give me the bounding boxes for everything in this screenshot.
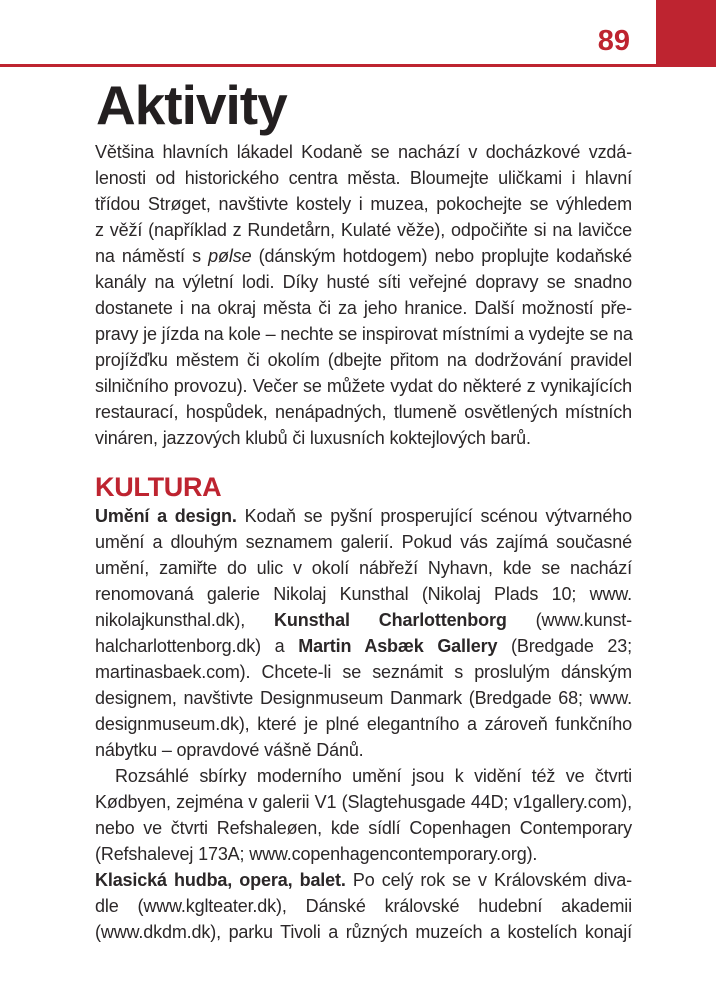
text-segment: lenosti od historického centra města. Bloumejte uličkami i hlavní — [95, 168, 632, 188]
page-number: 89 — [597, 25, 630, 57]
text-segment: (www.kunst- — [506, 610, 633, 630]
header-rule — [0, 64, 716, 67]
text-line — [95, 165, 632, 191]
text-line — [95, 269, 632, 295]
page-title: Aktivity — [96, 74, 287, 136]
text-line — [95, 373, 632, 399]
text-line — [95, 841, 632, 867]
paragraph — [95, 139, 632, 451]
text-line — [95, 217, 632, 243]
text-line — [95, 503, 632, 529]
text-segment: třídou Strøget, navštivte kostely i muzea, pokochejte se výhledem — [95, 194, 632, 214]
text-segment: nebo ve čtvrti Refshaleøen, kde sídlí Copenhagen Contemporary — [95, 818, 632, 838]
italic-text: pølse — [208, 246, 252, 266]
text-segment: dostanete i na okraj města či za jeho hranice. Další možností pře- — [95, 298, 632, 318]
text-line — [95, 815, 632, 841]
text-segment: (www.dkdm.dk), parku Tivoli a různých muzeích a kostelích konají — [95, 922, 632, 942]
text-segment: designmuseum.dk), které je plné elegantního a zároveň funkčního — [95, 714, 632, 734]
bold-text: Umění a design. — [95, 506, 237, 526]
text-segment: restaurací, hospůdek, nenápadných, tlumeně osvětlených místních — [95, 402, 632, 422]
text-line — [95, 139, 632, 165]
bold-text: Martin Asbæk Gallery — [298, 636, 498, 656]
text-segment: pravy je jízda na kole – nechte se inspirovat místními a vydejte se na — [95, 324, 633, 344]
text-line — [95, 737, 632, 763]
text-line — [95, 893, 632, 919]
text-line — [95, 763, 632, 789]
content-column — [95, 139, 632, 945]
text-segment: kanály na výletní lodi. Díky husté síti veřejné dopravy se snadno — [95, 272, 632, 292]
text-segment: halcharlottenborg.dk) a — [95, 636, 299, 656]
text-segment: na náměstí s — [95, 246, 209, 266]
paragraph — [95, 503, 632, 763]
bold-text: Klasická hudba, opera, balet. — [95, 870, 346, 890]
text-line — [95, 295, 632, 321]
text-segment: nábytku – opravdové vášně Dánů. — [95, 740, 364, 760]
text-segment: martinasbaek.com). Chcete-li se seznámit s proslulým dánským — [95, 662, 632, 682]
text-line — [95, 243, 632, 269]
text-line — [95, 685, 632, 711]
chapter-tab — [656, 0, 716, 64]
text-line — [95, 659, 632, 685]
bold-text: Kunsthal Charlottenborg — [274, 610, 507, 630]
text-segment: dle (www.kglteater.dk), Dánské královské hudební akademii — [95, 896, 632, 916]
text-segment: umění a dlouhým seznamem galerií. Pokud vás zajímá současné — [95, 532, 632, 552]
text-line — [95, 633, 632, 659]
paragraph — [95, 867, 632, 945]
text-segment: z věží (například z Rundetårn, Kulaté věže), odpočiňte si na lavičce — [95, 220, 632, 240]
text-line — [95, 529, 632, 555]
text-segment: silničního provozu). Večer se můžete vydat do některé z vynikajících — [95, 376, 632, 396]
text-line — [95, 607, 632, 633]
text-segment: Po celý rok se v Královském diva- — [345, 870, 632, 890]
text-segment: (dánským hotdogem) nebo proplujte kodaňské — [251, 246, 632, 266]
text-segment: Většina hlavních lákadel Kodaně se nachází v docházkové vzdá- — [95, 142, 632, 162]
text-segment: (Bredgade 23; — [497, 636, 632, 656]
section-heading: KULTURA — [95, 472, 222, 502]
text-line — [95, 347, 632, 373]
text-segment: renomovaná galerie Nikolaj Kunsthal (Nikolaj Plads 10; www. — [95, 584, 632, 604]
text-segment: nikolajkunsthal.dk), — [95, 610, 275, 630]
text-segment: (Refshalevej 173A; www.copenhagencontemporary.org). — [95, 844, 538, 864]
text-line — [95, 555, 632, 581]
text-segment: Kodaň se pyšní prosperující scénou výtvarného — [236, 506, 632, 526]
text-line — [95, 711, 632, 737]
text-line — [95, 321, 632, 347]
text-segment: designem, navštivte Designmuseum Danmark (Bredgade 68; www. — [95, 688, 632, 708]
text-segment: Kødbyen, zejména v galerii V1 (Slagtehusgade 44D; v1gallery.com), — [95, 792, 632, 812]
text-line — [95, 399, 632, 425]
text-segment: umění, zamiřte do ulic v okolí nábřeží Nyhavn, kde se nachází — [95, 558, 632, 578]
text-line — [95, 789, 632, 815]
text-segment: vináren, jazzových klubů či luxusních koktejlových barů. — [95, 428, 531, 448]
text-line — [95, 867, 632, 893]
text-segment: Rozsáhlé sbírky moderního umění jsou k vidění též ve čtvrti — [115, 766, 632, 786]
text-line — [95, 919, 632, 945]
text-line — [95, 191, 632, 217]
text-segment: projížďku městem či okolím (dbejte přitom na dodržování pravidel — [95, 350, 632, 370]
paragraph — [95, 763, 632, 867]
text-line — [95, 581, 632, 607]
text-line — [95, 425, 632, 451]
